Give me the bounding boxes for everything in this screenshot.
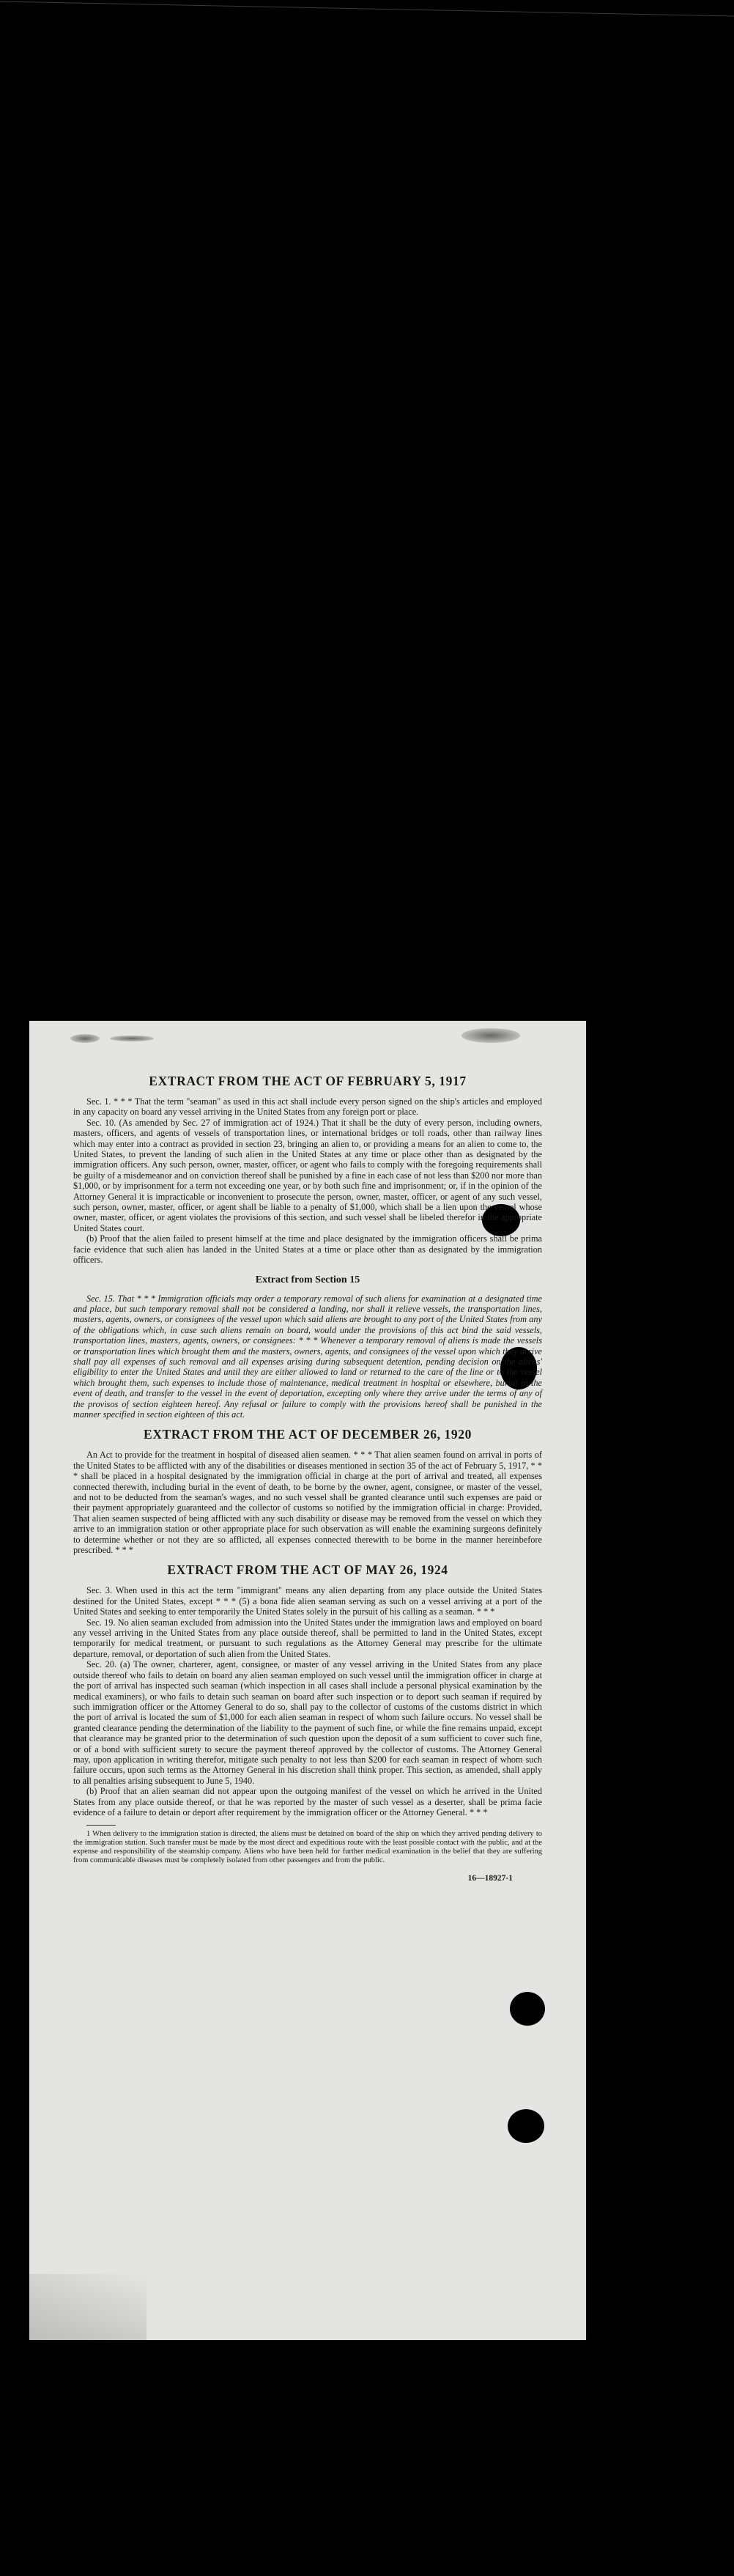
- footnote: 1 When delivery to the immigration station is directed, the aliens must be detained on board of the ship on which they arrived pending delivery to the immigration station. Such transfer must be made by the most direct and expeditious route with the least possible contact with the public, and at the expense and responsibility of the steamship company. Aliens who have been held for further medical examination in the belief that they are suffering from communicable diseases must be completely isolated from other passengers and from the public.: [73, 1830, 542, 1865]
- heading-act-1924: EXTRACT FROM THE ACT OF MAY 26, 1924: [167, 1562, 448, 1578]
- footnote-divider: [86, 1825, 116, 1826]
- paragraph-sec-3: Sec. 3. When used in this act the term "immigrant" means any alien departing from any place outside the United States destined for the United States, except * * * (5) a bona fide alien seaman serving as such on a vessel arriving at a port of the United States and seeking to enter temporarily the United States solely in the pursuit of his calling as a seaman. * * *: [73, 1585, 542, 1617]
- subheading-section-15: Extract from Section 15: [255, 1274, 360, 1285]
- paragraph-sec-20b: (b) Proof that an alien seaman did not appear upon the outgoing manifest of the vessel on which he arrived in the United States from any place outside thereof, or that he was reported by the master of such vessel as a deserter, shall be prima facie evidence of a failure to detain or deport after requirement by the immigration officer or the Attorney General. * * *: [73, 1786, 542, 1817]
- bottom-left-corner-fold: [29, 2274, 147, 2340]
- paragraph-sec-10b: (b) Proof that the alien failed to present himself at the time and place designated by the immigration officers shall be prima facie evidence that such alien has landed in the United States at a time or place other than as designated by the immigration officers.: [73, 1233, 542, 1266]
- punch-hole-3: [510, 1992, 545, 2026]
- top-left-ink-mark: [70, 1034, 100, 1043]
- top-left-ink-mark-2: [110, 1036, 154, 1041]
- paragraph-act-1920: An Act to provide for the treatment in hospital of diseased alien seamen. * * * That alien seamen found on arrival in ports of the United States to be afflicted with any of the disabilities or diseases mentioned in section 35 of the act of February 5, 1917, * * * shall be placed in a hospital designated by the immigration official in charge at the port of arrival and treated, all expenses connected therewith, including burial in the event of death, to be borne by the owner, agent, consignee, or master of the vessel, and not to be deducted from the seaman's wages, and no such vessel shall be granted clearance until such expenses are paid or their payment appropriately guaranteed and the collector of customs so notified by the immigration official in charge: Provided, That alien seamen suspected of being afflicted with any such disability or disease may be removed from the vessel on which they arrive to an immigration station or other appropriate place for such observation as will enable the examining surgeons definitely to determine whether or not they are so afflicted, all expenses connected therewith to be borne in the manner hereinbefore prescribed. * * *: [73, 1450, 542, 1556]
- paragraph-sec-15: Sec. 15. That * * * Immigration officials may order a temporary removal of such aliens for examination at a designated time and place, but such temporary removal shall not be considered a landing, nor shall it relieve vessels, the transportation lines, masters, agents, owners, or consignees of the vessel upon which said aliens are brought to any port of the United States from any of the obligations which, in case such aliens remain on board, would under the provisions of this act bind the said vessels, transportation lines, masters, agents, owners, or consignees: * * * Whenever a temporary removal of aliens is made the vessels or transportation lines which brought them and the masters, owners, agents, and consignees of the vessel upon which they arrive shall pay all expenses of such removal and all expenses arising during subsequent detention, pending decision on the aliens' eligibility to enter the United States and until they are either allowed to land or returned to the care of the line or to the vessel which brought them, such expenses to include those of maintenance, medical treatment in hospital or elsewhere, burial in the event of death, and transfer to the vessel in the event of deportation, excepting only where they arrive under the terms of any of the provisos of section eighteen hereof. Any refusal or failure to comply with the provisions hereof shall be punished in the manner specified in section eighteen of this act.: [73, 1293, 542, 1420]
- paragraph-sec-10: Sec. 10. (As amended by Sec. 27 of immigration act of 1924.) That it shall be the duty of every person, including owners, masters, officers, and agents of vessels of transportation lines, or international bridges or toll roads, other than railway lines which may enter into a contract as provided in section 23, bringing an alien to, or providing a means for an alien to come to, the United States, to prevent the landing of such alien in the United States at any time or place other than as designated by the immigration officers. Any such person, owner, master, officer, or agent who fails to comply with the foregoing requirements shall be guilty of a misdemeanor and on conviction thereof shall be punished by a fine in each case of not less than $200 nor more than $1,000, or by imprisonment for a term not exceeding one year, or by both such fine and imprisonment; or, if in the opinion of the Attorney General it is impracticable or inconvenient to prosecute the person, owner, master, officer, or agent of any such vessel, such person, owner, master, officer, or agent shall be liable to a penalty of $1,000, which shall be a lien upon the vessel whose owner, master, officer, or agent violates the provisions of this section, and such vessel shall be libeled therefor in the appropriate United States court.: [73, 1117, 542, 1233]
- paragraph-sec-1: Sec. 1. * * * That the term "seaman" as used in this act shall include every person signed on the ship's articles and employed in any capacity on board any vessel arriving in the United States from any foreign port or place.: [73, 1096, 542, 1118]
- scan-top-edge-line: [0, 0, 734, 29]
- form-number: 16—18927-1: [467, 1874, 513, 1883]
- punch-hole-4: [508, 2109, 544, 2143]
- paragraph-sec-20a: Sec. 20. (a) The owner, charterer, agent, consignee, or master of any vessel arriving in the United States from any place outside thereof who fails to detain on board any alien seaman employed on such vessel until the immigration officer in charge at the port of arrival has inspected such seaman (which inspection in all cases shall include a personal physical examination by the medical examiners), or who fails to detain such seaman on board after such inspection or to deport such seaman if required by such immigration officer or the Attorney General to do so, shall pay to the collector of customs of the customs district in which the port of arrival is located the sum of $1,000 for each alien seaman in respect of whom such failure occurs. No vessel shall be granted clearance pending the determination of the liability to the payment of such fine, or while the fine remains unpaid, except that clearance may be granted prior to the determination of such question upon the deposit of a sum sufficient to cover such fine, or of a bond with sufficient surety to secure the payment thereof approved by the collector of customs. The Attorney General may, upon application in writing therefor, mitigate such penalty to not less than $200 for each seaman in respect of whom such failure occurs, upon such terms as the Attorney General in his discretion shall think proper. This section, as amended, shall apply to all penalties arising subsequent to June 5, 1940.: [73, 1659, 542, 1786]
- top-right-ink-mark: [461, 1028, 520, 1043]
- paragraph-sec-19: Sec. 19. No alien seaman excluded from admission into the United States under the immigration laws and employed on board any vessel arriving in the United States from any place outside thereof, shall be permitted to land in the United States, except temporarily for medical treatment, or pursuant to such regulations as the Attorney General may prescribe for the ultimate departure, removal, or deportation of such alien from the United States.: [73, 1617, 542, 1659]
- document-body: [73, 1074, 542, 1883]
- heading-act-1917: EXTRACT FROM THE ACT OF FEBRUARY 5, 1917: [149, 1074, 467, 1088]
- document-sheet: [29, 1021, 586, 2340]
- heading-act-1920: EXTRACT FROM THE ACT OF DECEMBER 26, 1920: [144, 1427, 472, 1442]
